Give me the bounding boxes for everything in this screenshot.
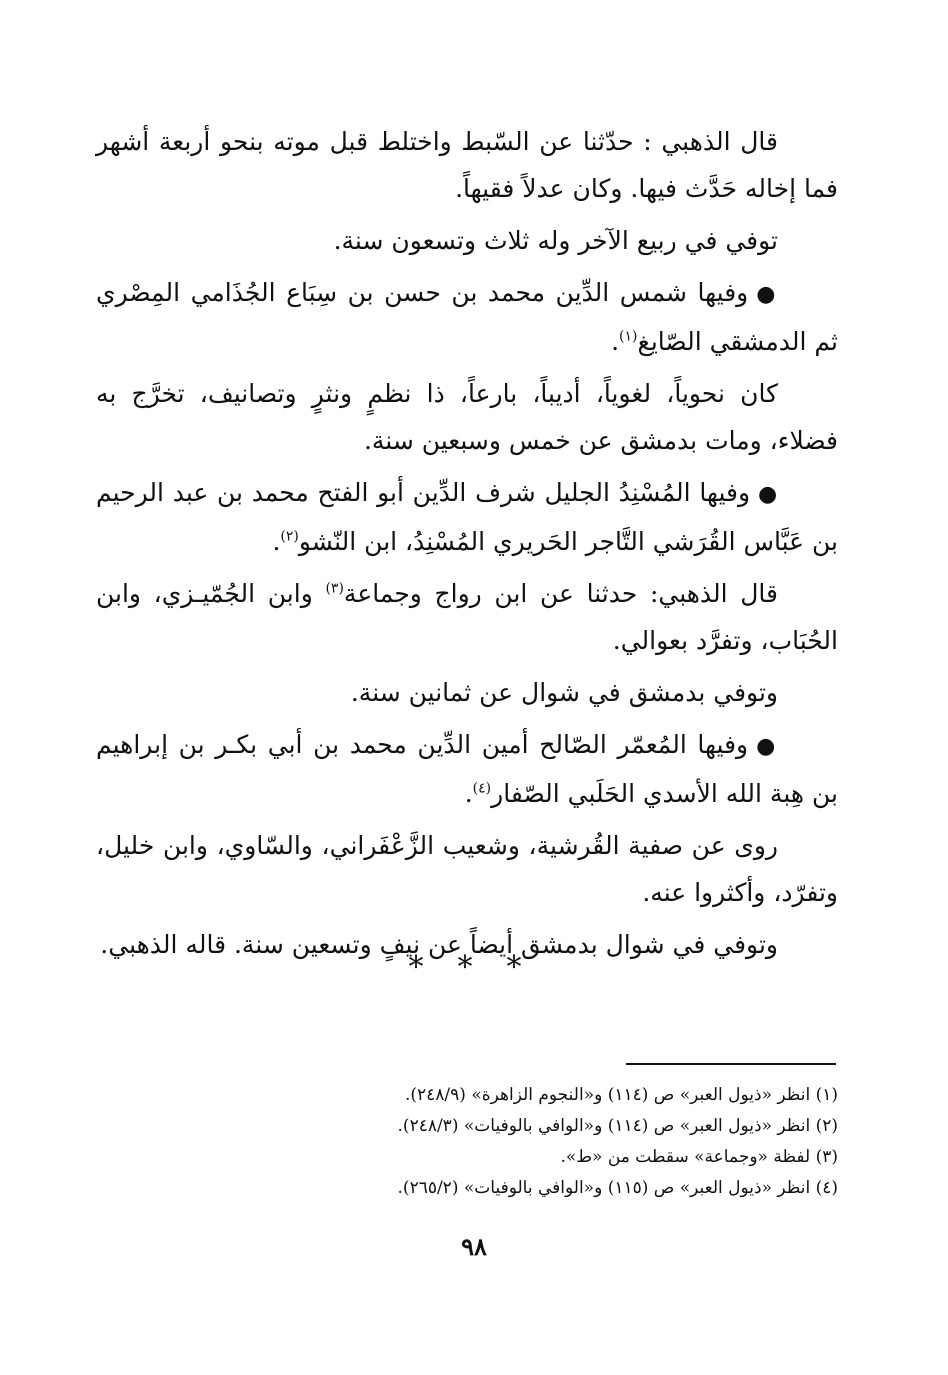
paragraph-text: وفيها المُسْنِدُ الجليل شرف الدِّين أبو الفتح محمد بن عبد الرحيم بن عَبَّاس القُرَشي التَّاجر الحَريري المُسْنِدُ، ابن النّشو (96, 478, 838, 556)
paragraph-tail: . (272, 527, 281, 556)
paragraph-nahwi (96, 370, 838, 464)
footnotes (96, 1080, 838, 1204)
star-icon: * (408, 950, 442, 985)
page-number: ٩٨ (461, 1232, 487, 1261)
paragraph-tail: وابن الجُمّيـزي، وابن الحُبَاب، وتفرَّد بعوالي. (96, 579, 838, 655)
paragraph-tail: . (611, 327, 620, 356)
paragraph-shams-al-din (96, 269, 838, 365)
footnote-2: (٢) انظر «ذيول العبر» ص (١١٤) و«الوافي بالوفيات» (٢٤٨/٣). (397, 1116, 838, 1136)
footnote-ref[interactable]: (٢) (280, 528, 299, 545)
footnote-4: (٤) انظر «ذيول العبر» ص (١١٥) و«الوافي بالوفيات» (٢٦٥/٢). (397, 1178, 838, 1198)
paragraph-ibn-rawaj (96, 570, 838, 664)
star-icon: * (457, 950, 491, 985)
paragraph-sharaf-al-din (96, 469, 838, 565)
paragraph-text: قال الذهبي: حدثنا عن ابن رواج وجماعة (343, 579, 779, 608)
paragraph-text: وفيها المُعمّر الصّالح أمين الدِّين محمد بن أبي بكـر بن إبراهيم بن هِبة الله الأسدي الحَلَبي الصّفار (96, 730, 838, 808)
section-separator (0, 950, 948, 985)
bullet-icon: ● (756, 734, 778, 759)
bullet-icon: ● (756, 282, 778, 307)
footnote-3: (٣) لفظة «وجماعة» سقطت من «ط». (560, 1147, 838, 1167)
paragraph-text: روى عن صفية القُرشية، وشعيب الزَّعْفَراني، والسّاوي، وابن خليل، وتفرّد، وأكثروا عنه. (96, 831, 838, 907)
paragraph-death-shawwal (96, 669, 838, 716)
paragraph-text: وتوفي في شوال بدمشق أيضاً عن نيفٍ وتسعين سنة. قاله الذهبي. (100, 930, 778, 959)
paragraph-rawa-an (96, 822, 838, 916)
footnote-ref[interactable]: (١) (619, 328, 638, 345)
paragraph-death-rabi (96, 217, 838, 264)
footnote-divider (626, 1063, 836, 1065)
paragraph-text: وتوفي بدمشق في شوال عن ثمانين سنة. (350, 678, 778, 707)
paragraph-amin-al-din (96, 721, 838, 817)
bullet-icon: ● (758, 482, 778, 507)
paragraph-tail: . (464, 779, 473, 808)
paragraph-text: قال الذهبي : حدّثنا عن السّبط واختلط قبل موته بنحو أربعة أشهر فما إخاله حَدَّث فيها. وكان عدلاً فقيهاً. (96, 127, 838, 203)
paragraph-dhahabi-quote (96, 118, 838, 212)
star-icon: * (506, 950, 540, 985)
main-text (96, 118, 838, 973)
paragraph-text: كان نحوياً، لغوياً، أديباً، بارعاً، ذا نظمٍ ونثرٍ وتصانيف، تخرَّج به فضلاء، ومات بدمشق عن خمس وسبعين سنة. (96, 379, 838, 455)
paragraph-text: وفيها شمس الدِّين محمد بن حسن بن سِبَاع الجُذَامي المِصْري ثم الدمشقي الصّايغ (96, 278, 838, 356)
footnote-ref[interactable]: (٣) (325, 580, 344, 597)
footnote-1: (١) انظر «ذيول العبر» ص (١١٤) و«النجوم الزاهرة» (٢٤٨/٩). (404, 1085, 838, 1105)
footnote-ref[interactable]: (٤) (472, 780, 492, 797)
paragraph-text: توفي في ربيع الآخر وله ثلاث وتسعون سنة. (333, 226, 778, 255)
